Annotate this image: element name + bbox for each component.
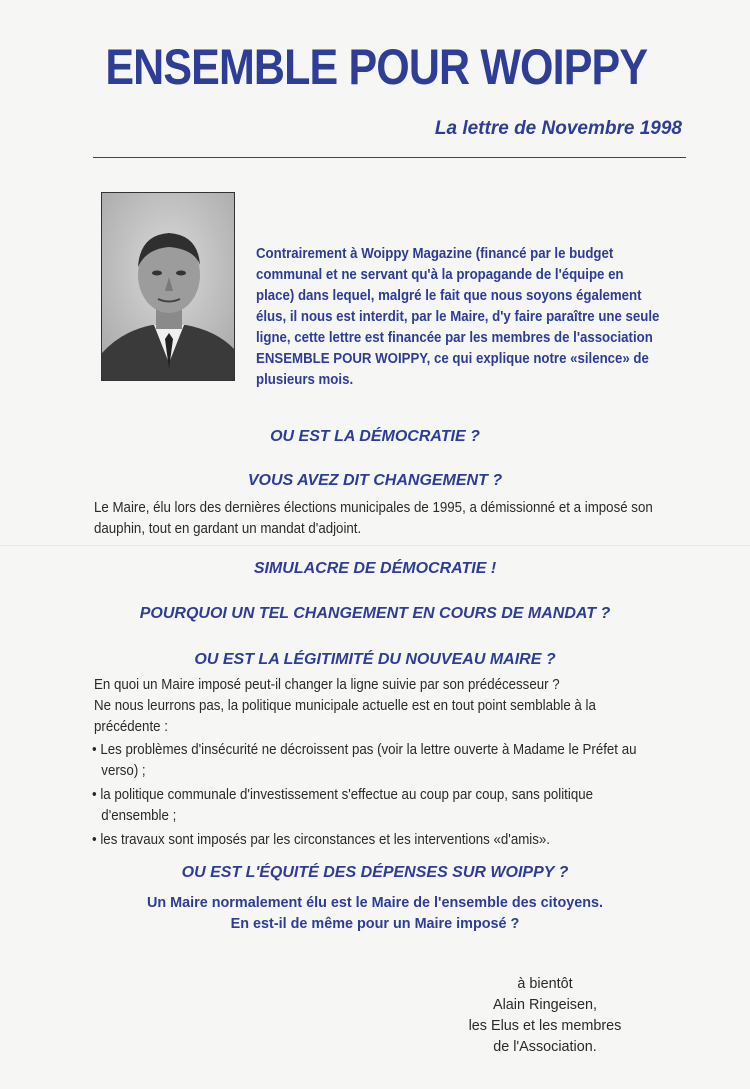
list-item: • les travaux sont imposés par les circonstances et les interventions «d'amis». <box>92 832 550 848</box>
paragraph-maire-demission: Le Maire, élu lors des dernières élections municipales de 1995, a démissionné et a imposé son dauphin, tout en gardant un mandat d'adjoint. <box>94 500 653 537</box>
paragraph-politique: Ne nous leurrons pas, la politique municipale actuelle est en tout point semblable à la précédente : <box>94 698 596 735</box>
closing-line-1: Un Maire normalement élu est le Maire de l'ensemble des citoyens. <box>146 895 604 911</box>
signature-line-3: les Elus et les membres <box>468 1018 622 1034</box>
closing-statement <box>0 893 750 935</box>
heading-equite: OU EST L'ÉQUITÉ DES DÉPENSES SUR WOIPPY ? <box>181 864 569 881</box>
signature-line-4: de l'Association. <box>493 1039 597 1055</box>
signature-block <box>440 974 650 1058</box>
portrait-image <box>102 193 235 381</box>
list-item: • la politique communale d'investissement s'effectue au coup par coup, sans politique d'ensemble ; <box>92 787 594 824</box>
list-item: • Les problèmes d'insécurité ne décroissent pas (voir la lettre ouverte à Madame le Préfet au verso) ; <box>92 742 637 779</box>
bullet-list <box>92 740 661 854</box>
heading-simulacre: SIMULACRE DE DÉMOCRATIE ! <box>253 560 497 577</box>
fold-line <box>0 545 750 546</box>
closing-line-2: En est-il de même pour un Maire imposé ? <box>230 916 520 932</box>
signature-line-2: Alain Ringeisen, <box>493 997 597 1013</box>
intro-paragraph: Contrairement à Woippy Magazine (financé par le budget communal et ne servant qu'à la propagande de l'équipe en place) dans lequel, malgré le fait que nous soyons également élus, il nous est interdit, par le Maire, d'y faire paraître une seule ligne, cette lettre est financée par les membres de l'association ENSEMBLE POUR WOIPPY, ce qui explique notre «silence» de plusieurs mois. <box>256 246 660 388</box>
signature-line-1: à bientôt <box>517 976 573 992</box>
letter-date-subtitle: La lettre de Novembre 1998 <box>434 118 682 139</box>
heading-democratie: OU EST LA DÉMOCRATIE ? <box>270 428 480 445</box>
heading-changement: VOUS AVEZ DIT CHANGEMENT ? <box>247 472 503 489</box>
page-title: ENSEMBLE POUR WOIPPY <box>105 39 648 95</box>
heading-pourquoi: POURQUOI UN TEL CHANGEMENT EN COURS DE MANDAT ? <box>139 605 611 622</box>
paragraph-question: En quoi un Maire imposé peut-il changer la ligne suivie par son prédécesseur ? <box>94 677 560 693</box>
portrait-photo <box>101 192 235 381</box>
heading-legitimite: OU EST LA LÉGITIMITÉ DU NOUVEAU MAIRE ? <box>194 651 556 668</box>
header-divider <box>93 157 686 158</box>
